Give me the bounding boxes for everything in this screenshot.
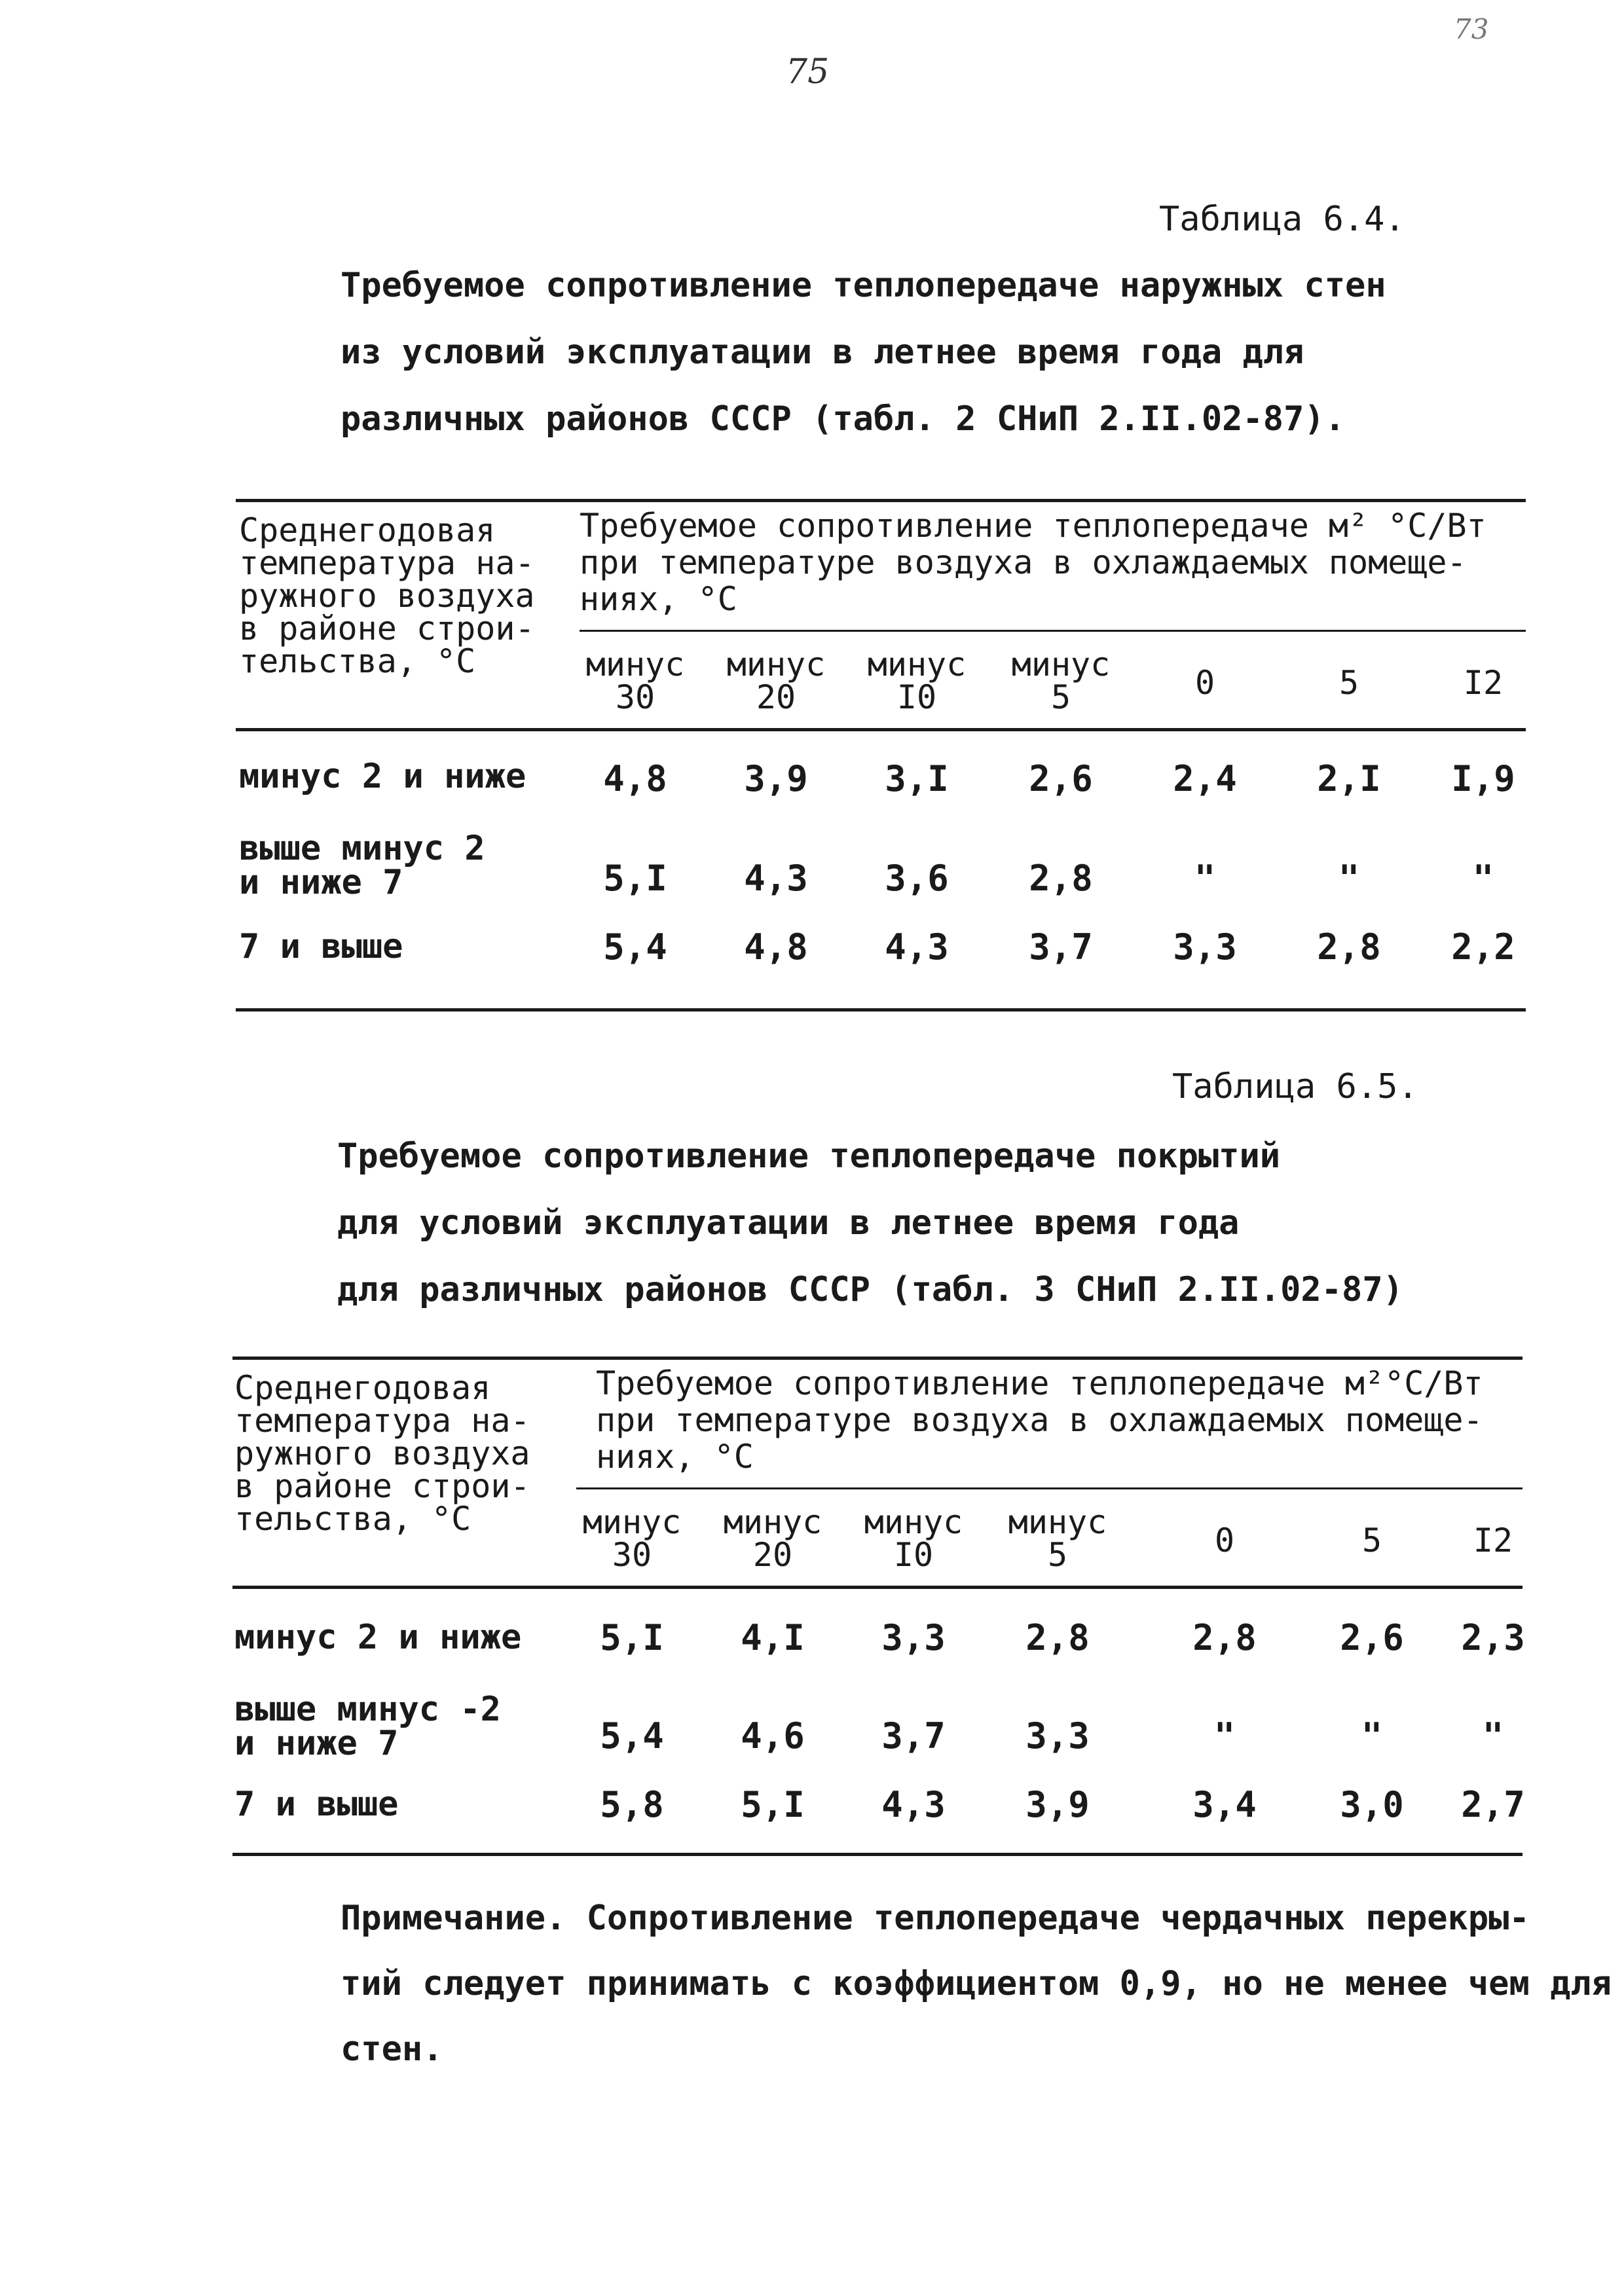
table2-cell: 2,7 — [1461, 1784, 1525, 1825]
table2-cell: 3,3 — [1025, 1715, 1090, 1757]
table2-cell: 2,8 — [1192, 1617, 1257, 1658]
table1-cell: " — [1338, 858, 1360, 899]
table1-column-header: минус 20 — [726, 646, 826, 716]
table1-caption-line: Требуемое сопротивление теплопередаче наружных стен — [341, 266, 1386, 305]
table2-cell: 4,I — [741, 1617, 805, 1658]
table2-row-label: минус 2 и ниже — [234, 1618, 522, 1657]
table1-cell: 2,6 — [1029, 758, 1093, 799]
table1-cell: 4,8 — [744, 926, 808, 968]
table1-cell: " — [1472, 858, 1494, 899]
table1-cell: 2,2 — [1451, 926, 1515, 968]
table1-header-top: Требуемое сопротивление теплопередаче м² °С/Вт при температуре воздуха в охлаждаемых помеще- ниях, °С — [580, 507, 1486, 618]
table1-label: Таблица 6.4. — [1159, 200, 1405, 239]
table1-row-label: выше минус 2 и ниже 7 — [239, 829, 485, 902]
table2-row-label: выше минус -2 и ниже 7 — [234, 1690, 501, 1763]
table1-cell: 4,8 — [603, 758, 667, 799]
table2-cell: " — [1213, 1715, 1236, 1757]
page-number: 75 — [786, 52, 830, 92]
table2-caption-line: Требуемое сопротивление теплопередаче покрытий — [337, 1137, 1281, 1176]
table2-caption-line: для условий эксплуатации в летнее время года — [337, 1203, 1240, 1243]
table1-column-header: 5 — [1338, 664, 1359, 702]
table2-cell: 3,3 — [881, 1617, 946, 1658]
table1-top-rule — [236, 499, 1526, 502]
table2-cell: 5,I — [600, 1617, 664, 1658]
table1-caption-line: различных районов СССР (табл. 2 СНиП 2.II.02-87). — [341, 399, 1346, 439]
table2-column-header: минус 30 — [582, 1503, 682, 1574]
table2-cell: " — [1482, 1715, 1504, 1757]
table1-cell: 5,I — [603, 858, 667, 899]
table2-cell: 4,3 — [881, 1784, 946, 1825]
note-line: тий следует принимать с коэффициентом 0,9, но не менее чем для — [341, 1964, 1612, 2003]
table1-cell: 3,7 — [1029, 926, 1093, 968]
table2-column-header: 0 — [1214, 1522, 1235, 1559]
table2-caption-line: для различных районов СССР (табл. 3 СНиП 2.II.02-87) — [337, 1270, 1403, 1309]
table1-caption — [341, 252, 1386, 452]
table2-column-header: 5 — [1361, 1522, 1382, 1559]
table1-cell: 2,I — [1317, 758, 1381, 799]
table2-cell: 3,7 — [881, 1715, 946, 1757]
table1-cell: 5,4 — [603, 926, 667, 968]
table1-cell: 3,I — [885, 758, 949, 799]
table2-label: Таблица 6.5. — [1172, 1067, 1418, 1106]
note-line: стен. — [341, 2030, 443, 2069]
table1-cell: " — [1194, 858, 1216, 899]
table2-header-bottom-rule — [232, 1586, 1522, 1589]
table2-cell: 5,4 — [600, 1715, 664, 1757]
note-line: Примечание. Сопротивление теплопередаче чердачных перекры- — [341, 1899, 1530, 1938]
table2-column-header: минус I0 — [864, 1503, 963, 1574]
table2-cell: 3,9 — [1025, 1784, 1090, 1825]
table1-header-bottom-rule — [236, 728, 1526, 731]
table1-column-header: I2 — [1463, 664, 1504, 702]
table2-header-rule — [576, 1487, 1522, 1489]
table1-cell: 3,6 — [885, 858, 949, 899]
table1-row-label: 7 и выше — [239, 927, 403, 966]
table1-bottom-rule — [236, 1008, 1526, 1011]
table2-cell: 2,8 — [1025, 1617, 1090, 1658]
table2-column-header: минус 20 — [723, 1503, 822, 1574]
table2-cell: 2,6 — [1340, 1617, 1404, 1658]
table1-column-header: минус 30 — [585, 646, 685, 716]
table2-column-header: I2 — [1473, 1522, 1513, 1559]
table2-cell: 4,6 — [741, 1715, 805, 1757]
table-note — [341, 1886, 1612, 2082]
table2-caption — [337, 1123, 1403, 1323]
table2-cell: 2,3 — [1461, 1617, 1525, 1658]
table1-column-header: 0 — [1194, 664, 1215, 702]
table2-row-label: 7 и выше — [234, 1785, 399, 1824]
table2-column-header: минус 5 — [1008, 1503, 1107, 1574]
table1-cell: I,9 — [1451, 758, 1515, 799]
table1-header-rule — [580, 630, 1526, 632]
table1-caption-line: из условий эксплуатации в летнее время года для — [341, 333, 1304, 372]
table2-cell: 5,8 — [600, 1784, 664, 1825]
table1-column-header: минус 5 — [1011, 646, 1111, 716]
table1-header-left: Среднегодовая температура на- ружного воздуха в районе строи- тельства, °С — [239, 511, 535, 680]
table1-column-header: минус I0 — [867, 646, 967, 716]
table2-cell: 5,I — [741, 1784, 805, 1825]
table2-cell: 3,4 — [1192, 1784, 1257, 1825]
table1-cell: 4,3 — [744, 858, 808, 899]
table1-cell: 2,8 — [1317, 926, 1381, 968]
table1-cell: 3,3 — [1173, 926, 1237, 968]
table2-header-top: Требуемое сопротивление теплопередаче м²°С/Вт при температуре воздуха в охлаждаемых помеще- ниях, °С — [596, 1364, 1483, 1476]
table1-cell: 3,9 — [744, 758, 808, 799]
table2-cell: 3,0 — [1340, 1784, 1404, 1825]
corner-page-number: 73 — [1454, 13, 1489, 45]
table2-header-left: Среднегодовая температура на- ружного воздуха в районе строи- тельства, °С — [234, 1369, 530, 1538]
table2-top-rule — [232, 1357, 1522, 1360]
table2-bottom-rule — [232, 1853, 1522, 1856]
table2-cell: " — [1361, 1715, 1383, 1757]
table1-cell: 2,4 — [1173, 758, 1237, 799]
table1-row-label: минус 2 и ниже — [239, 757, 526, 796]
table1-cell: 2,8 — [1029, 858, 1093, 899]
table1-cell: 4,3 — [885, 926, 949, 968]
